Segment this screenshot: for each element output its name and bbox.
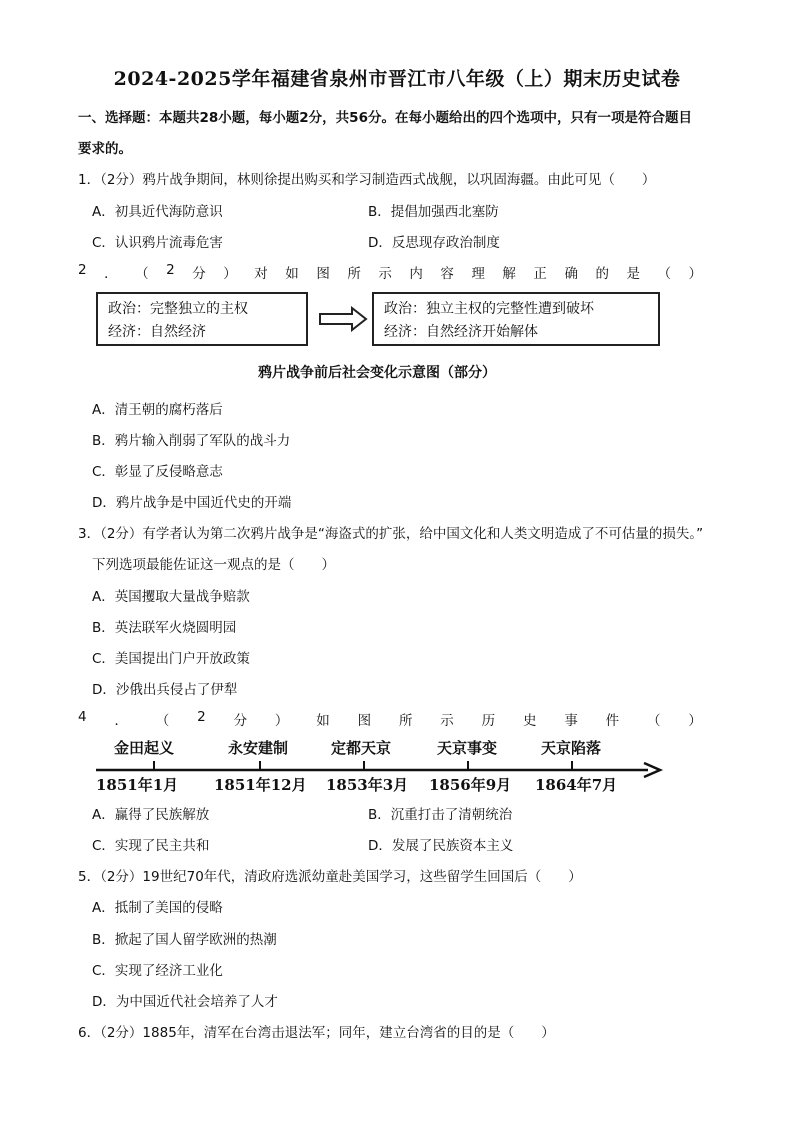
q2-stem-char: 容 xyxy=(440,266,454,282)
question-4-stem xyxy=(78,709,702,729)
q2-stem-char: 内 xyxy=(409,266,423,282)
q4-stem-char: 分 xyxy=(233,713,248,729)
figure-after-politics: 政治：独立主权的完整性遭到破坏 xyxy=(384,301,594,317)
q4-stem-char: 如 xyxy=(316,713,330,729)
q2-stem-char: （ xyxy=(657,266,671,282)
question-2-option-d: D．鸦片战争是中国近代史的开端 xyxy=(92,495,292,511)
q4-stem-char: （ xyxy=(155,713,170,729)
q4-stem-char: 所 xyxy=(398,713,413,729)
question-6-stem: 6．（2分）1885年，清军在台湾击退法军；同年，建立台湾省的目的是（ ） xyxy=(78,1025,555,1041)
figure-caption: 鸦片战争前后社会变化示意图（部分） xyxy=(258,365,496,381)
question-3-option-b: B．英法联军火烧圆明园 xyxy=(92,620,237,636)
timeline-date-2: 1851年12月 xyxy=(214,776,307,794)
question-3-stem-line1: 3．（2分）有学者认为第二次鸦片战争是“海盗式的扩张，给中国文化和人类文明造成了不可估量的损失。” xyxy=(78,526,704,542)
question-5-option-d: D．为中国近代社会培养了人才 xyxy=(92,994,278,1010)
figure-after-box xyxy=(372,292,660,346)
timeline-event-4: 天京事变 xyxy=(437,739,498,757)
question-4-option-b: B．沉重打击了清朝统治 xyxy=(368,807,513,823)
question-2-stem xyxy=(78,262,702,282)
question-1-option-b: B．提倡加强西北塞防 xyxy=(368,204,499,220)
q2-stem-char: （ xyxy=(135,266,149,282)
q2-stem-char: ． xyxy=(104,266,118,282)
q2-stem-char: ） xyxy=(688,266,702,282)
section-instruction-line2: 要求的。 xyxy=(78,141,132,157)
q2-stem-char: 图 xyxy=(316,266,330,282)
q4-stem-char: ． xyxy=(114,713,128,729)
q2-stem-char: 分 xyxy=(192,266,206,282)
q4-stem-char: 历 xyxy=(481,713,496,729)
q2-stem-char: ） xyxy=(223,266,237,282)
arrow-right-icon xyxy=(318,306,368,332)
question-3-stem-line2: 下列选项最能佐证这一观点的是（ ） xyxy=(92,557,335,573)
timeline-event-3: 定都天京 xyxy=(331,739,392,757)
q2-stem-char: 正 xyxy=(533,266,547,282)
question-5-option-b: B．掀起了国人留学欧洲的热潮 xyxy=(92,932,277,948)
q4-stem-char: 件 xyxy=(605,713,620,729)
question-4-option-d: D．发展了民族资本主义 xyxy=(368,838,514,854)
timeline-event-1: 金田起义 xyxy=(114,739,175,757)
q4-stem-char: 事 xyxy=(564,713,578,729)
q2-stem-char: 解 xyxy=(502,266,516,282)
question-1-option-a: A．初具近代海防意识 xyxy=(92,204,223,220)
q2-stem-char: 所 xyxy=(347,266,361,282)
figure-before-box xyxy=(96,292,308,346)
question-3-option-a: A．英国攫取大量战争赔款 xyxy=(92,589,250,605)
question-2-option-c: C．彰显了反侵略意志 xyxy=(92,464,223,480)
question-3-option-c: C．美国提出门户开放政策 xyxy=(92,651,250,667)
timeline-date-4: 1856年9月 xyxy=(429,776,512,794)
question-4-option-a: A．赢得了民族解放 xyxy=(92,807,210,823)
timeline-event-5: 天京陷落 xyxy=(541,739,602,757)
q4-stem-char: 图 xyxy=(357,713,372,729)
q2-stem-char: 示 xyxy=(378,266,392,282)
q4-stem-char: ） xyxy=(688,713,702,729)
question-5-stem: 5．（2分）19世纪70年代，清政府选派幼童赴美国学习，这些留学生回国后（ ） xyxy=(78,869,582,885)
page-title: 2024-2025学年福建省泉州市晋江市八年级（上）期末历史试卷 xyxy=(113,68,681,90)
q4-stem-char: 示 xyxy=(440,713,454,729)
question-1-option-d: D．反思现存政治制度 xyxy=(368,235,500,251)
question-5-option-c: C．实现了经济工业化 xyxy=(92,963,223,979)
q2-stem-char: 是 xyxy=(626,266,640,282)
q2-stem-char: 如 xyxy=(285,266,299,282)
timeline-event-2: 永安建制 xyxy=(228,739,289,757)
question-2-option-b: B．鸦片输入削弱了军队的战斗力 xyxy=(92,433,291,449)
question-4-option-c: C．实现了民主共和 xyxy=(92,838,210,854)
figure-before-economy: 经济：自然经济 xyxy=(108,324,206,340)
question-2-option-a: A．清王朝的腐朽落后 xyxy=(92,402,223,418)
q2-stem-char: 2 xyxy=(78,262,87,278)
q2-stem-char: 的 xyxy=(595,266,609,282)
question-5-option-a: A．抵制了美国的侵略 xyxy=(92,900,223,916)
figure-before-politics: 政治：完整独立的主权 xyxy=(108,301,248,317)
q2-stem-char: 2 xyxy=(166,262,175,278)
q4-stem-char: 2 xyxy=(197,709,206,725)
question-1-option-c: C．认识鸦片流毒危害 xyxy=(92,235,223,251)
timeline-date-3: 1853年3月 xyxy=(326,776,409,794)
q2-stem-char: 对 xyxy=(254,266,268,282)
q4-stem-char: （ xyxy=(647,713,661,729)
timeline-date-5: 1864年7月 xyxy=(535,776,618,794)
q4-stem-char: 4 xyxy=(78,709,87,725)
q4-stem-char: ） xyxy=(274,713,289,729)
question-1-stem: 1．（2分）鸦片战争期间，林则徐提出购买和学习制造西式战舰，以巩固海疆。由此可见（ ） xyxy=(78,172,656,188)
figure-after-economy: 经济：自然经济开始解体 xyxy=(384,324,538,340)
q2-stem-char: 确 xyxy=(564,266,578,282)
q4-stem-char: 史 xyxy=(522,713,537,729)
question-3-option-d: D．沙俄出兵侵占了伊犁 xyxy=(92,682,238,698)
q2-stem-char: 理 xyxy=(471,266,485,282)
timeline-date-1: 1851年1月 xyxy=(96,776,179,794)
section-instruction-line1: 一、选择题：本题共28小题，每小题2分，共56分。在每小题给出的四个选项中，只有一项是符合题目 xyxy=(78,110,692,126)
